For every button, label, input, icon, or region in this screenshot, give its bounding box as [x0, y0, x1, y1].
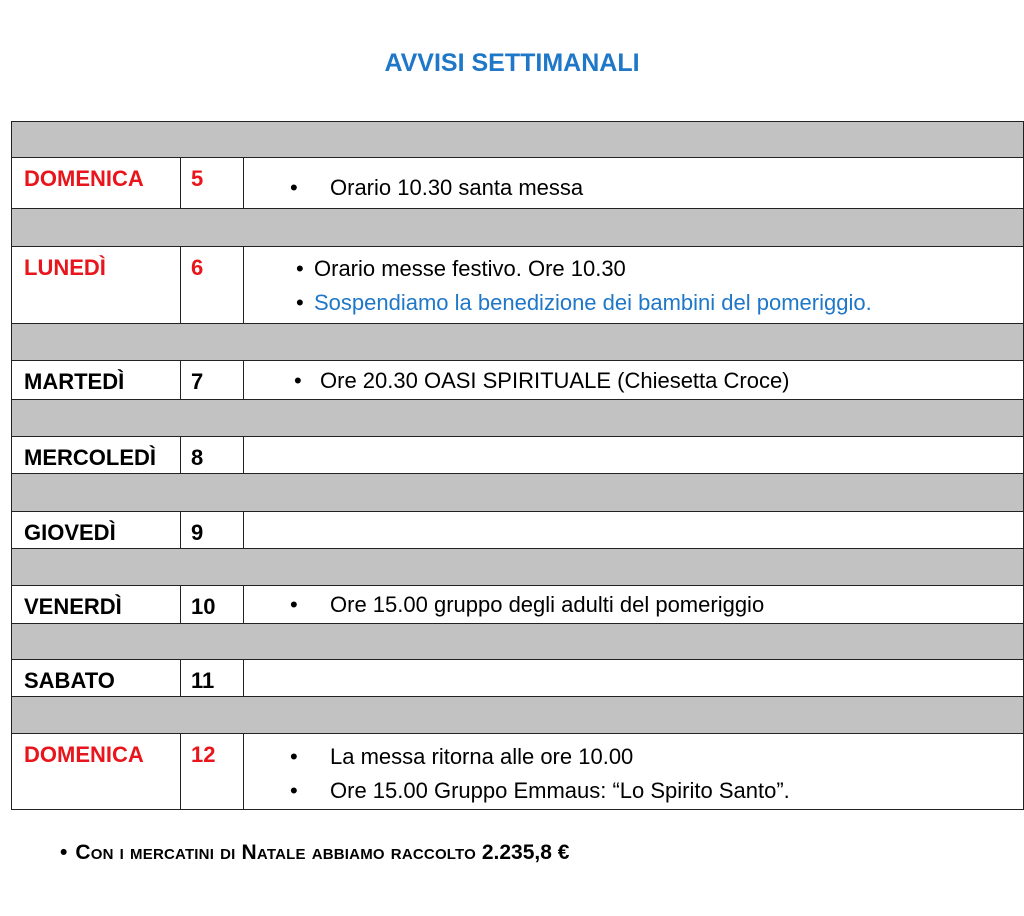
day-row — [12, 437, 1024, 474]
day-number: 6 — [181, 247, 244, 324]
day-row — [12, 158, 1024, 209]
bullet-icon: • — [294, 368, 302, 393]
day-number: 5 — [181, 158, 244, 209]
note-text: Sospendiamo la benedizione dei bambini del pomeriggio. — [314, 290, 872, 315]
footer-note — [60, 841, 569, 865]
day-notes — [244, 586, 1024, 624]
day-notes — [244, 361, 1024, 400]
day-name: LUNEDÌ — [12, 247, 181, 324]
day-notes — [244, 437, 1024, 474]
note-item — [244, 588, 1023, 622]
note-text: La messa ritorna alle ore 10.00 — [330, 744, 634, 769]
day-name: MERCOLEDÌ — [12, 437, 181, 474]
bullet-icon: • — [60, 841, 68, 864]
day-name: MARTEDÌ — [12, 361, 181, 400]
day-number: 12 — [181, 734, 244, 810]
footer-amount: 2.235,8 € — [481, 841, 570, 864]
separator-row — [12, 624, 1024, 660]
day-number: 8 — [181, 437, 244, 474]
day-notes — [244, 247, 1024, 324]
bullet-icon: • — [290, 778, 298, 803]
note-text: Orario 10.30 santa messa — [330, 175, 584, 200]
day-notes — [244, 512, 1024, 549]
note-item — [244, 774, 1023, 808]
day-row — [12, 586, 1024, 624]
day-row — [12, 660, 1024, 697]
day-number: 7 — [181, 361, 244, 400]
day-notes — [244, 158, 1024, 209]
day-number: 9 — [181, 512, 244, 549]
separator-row — [12, 549, 1024, 586]
day-name: SABATO — [12, 660, 181, 697]
note-text: Ore 15.00 gruppo degli adulti del pomeriggio — [330, 592, 765, 617]
note-item — [244, 740, 1023, 774]
day-row — [12, 512, 1024, 549]
bullet-icon: • — [296, 256, 304, 281]
day-number: 10 — [181, 586, 244, 624]
note-text: Ore 20.30 OASI SPIRITUALE (Chiesetta Croce) — [320, 368, 790, 393]
day-name: VENERDÌ — [12, 586, 181, 624]
note-text: Ore 15.00 Gruppo Emmaus: “Lo Spirito Santo”. — [330, 778, 790, 803]
day-number: 11 — [181, 660, 244, 697]
separator-row — [12, 400, 1024, 437]
day-name: GIOVEDÌ — [12, 512, 181, 549]
bullet-icon: • — [290, 175, 298, 200]
day-notes — [244, 734, 1024, 810]
weekly-schedule-table — [11, 121, 1024, 810]
bullet-icon: • — [290, 592, 298, 617]
day-row — [12, 734, 1024, 810]
separator-row — [12, 209, 1024, 247]
note-text: Orario messe festivo. Ore 10.30 — [314, 256, 626, 281]
note-item — [244, 171, 1023, 205]
note-item — [244, 252, 1023, 286]
separator-row — [12, 122, 1024, 158]
page-title: AVVISI SETTIMANALI — [384, 49, 640, 77]
bullet-icon: • — [290, 744, 298, 769]
footer-text: Con i mercatini di Natale abbiamo raccolto — [75, 841, 477, 864]
day-name: DOMENICA — [12, 734, 181, 810]
separator-row — [12, 697, 1024, 734]
note-item — [244, 286, 1023, 320]
note-item — [244, 364, 1023, 398]
separator-row — [12, 324, 1024, 361]
day-row — [12, 361, 1024, 400]
separator-row — [12, 474, 1024, 512]
day-row — [12, 247, 1024, 324]
day-name: DOMENICA — [12, 158, 181, 209]
bullet-icon: • — [296, 290, 304, 315]
day-notes — [244, 660, 1024, 697]
